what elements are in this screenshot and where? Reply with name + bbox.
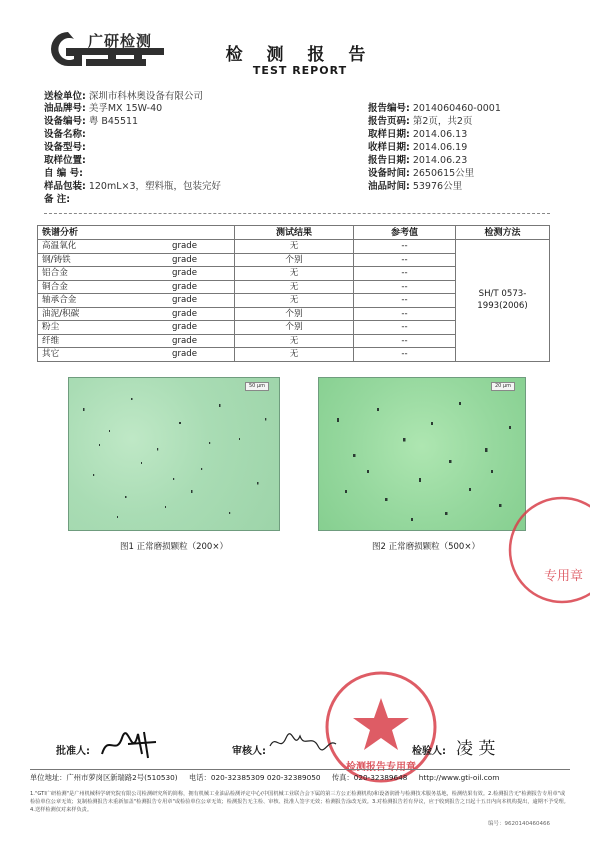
- table-row: 铝合金 grade 无 --: [38, 267, 550, 281]
- table-row: 铜合金 grade 无 --: [38, 280, 550, 294]
- test-method: SH/T 0573-1993(2006): [456, 240, 550, 362]
- scale-bar: 50 μm: [245, 382, 269, 391]
- footer-address: 单位地址：广州市萝岗区新瑞路2号(510530): [30, 773, 178, 782]
- figure-caption-1: 图1 正常磨损颗粒（200×）: [120, 542, 228, 552]
- footer-phone: 电话：020-32385309 020-32389050: [188, 773, 321, 782]
- info-row-sample-location: 取样位置:: [44, 155, 86, 166]
- col-header-method: 检测方法: [456, 226, 550, 240]
- approver-signature: [98, 724, 160, 764]
- table-row: 粉尘 grade 个别 --: [38, 321, 550, 335]
- tester-signature: 凌 英: [456, 739, 496, 759]
- report-title-en: TEST REPORT: [252, 64, 348, 77]
- info-row-oil-time: 油品时间: 53976公里: [368, 181, 463, 192]
- micrograph-500x: [318, 377, 526, 531]
- approver-label: 批准人:: [56, 746, 90, 757]
- footer-divider: [30, 769, 570, 770]
- side-seal-text: 专用章: [544, 569, 584, 584]
- particle-specks: [319, 378, 525, 530]
- table-row: 其它 grade 无 --: [38, 348, 550, 362]
- table-row: 轴承合金 grade 无 --: [38, 294, 550, 308]
- table-row: 高温氧化 grade 无 -- SH/T 0573-1993(2006): [38, 240, 550, 254]
- ferrography-table: [37, 225, 550, 362]
- footer-notes: 1."GTI广研检测"是广州机械科学研究院有限公司检测研究所的简称，拥有机械工业油品检测评定中心(中国机械工业联合会下属的第三方公正检测机构)和设备润滑与检测技术服务基地，检测结果有效。2.检测报告无"检测报告专用章"或检验单位公章无效；复制检测报告未重新加盖"检测报告专用章"或检验单位公章无效；检测报告无主检、审核、批准人签字无效；检测报告涂改无效。3.对检测报告若有异议，应于收到报告之日起十五日内向本机构提出，逾期不予受理。4.送样检测仅对来样负责。: [30, 791, 569, 813]
- logo-text: 广研检测: [88, 32, 153, 50]
- figure-caption-2: 图2 正常磨损颗粒（500×）: [372, 542, 480, 552]
- side-seal-stamp: [500, 490, 590, 620]
- info-row-oil-brand: 油品牌号: 美孚MX 15W-40: [44, 103, 163, 114]
- table-header-row: [38, 226, 550, 240]
- table-row: 油泥/积碳 grade 个别 --: [38, 307, 550, 321]
- info-row-remarks: 备 注:: [44, 194, 71, 205]
- scale-bar: 20 μm: [491, 382, 515, 391]
- info-row-equipment-name: 设备名称:: [44, 129, 86, 140]
- info-row-page: 报告页码: 第2页，共2页: [368, 116, 473, 127]
- micrograph-200x: [68, 377, 280, 531]
- col-header-analysis: 铁谱分析: [38, 226, 235, 240]
- info-row-packaging: 样品包装: 120mL×3，塑料瓶，包装完好: [44, 181, 222, 192]
- col-header-reference: 参考值: [354, 226, 456, 240]
- info-row-report-no: 报告编号: 2014060460-0001: [368, 103, 501, 114]
- info-row-equipment-time: 设备时间: 2650615公里: [368, 168, 475, 179]
- info-row-client: 送检单位: 深圳市科林奥设备有限公司: [44, 91, 203, 102]
- footer-contact: [30, 773, 501, 783]
- reviewer-signature: [268, 730, 338, 756]
- tester-label: 检验人:: [412, 746, 446, 757]
- col-header-result: 测试结果: [235, 226, 354, 240]
- table-row: 钢/铸铁 grade 个别 --: [38, 253, 550, 267]
- info-row-receive-date: 收样日期: 2014.06.19: [368, 142, 468, 153]
- particle-specks: [69, 378, 279, 530]
- footer-website: http://www.gti-oil.com: [418, 773, 500, 782]
- info-row-self-number: 自 编 号:: [44, 168, 83, 179]
- info-row-report-date: 报告日期: 2014.06.23: [368, 155, 468, 166]
- footer-serial: 编号：9620140460466: [488, 821, 550, 827]
- seal-text: 检测报告专用章: [346, 762, 416, 773]
- info-row-sample-date: 取样日期: 2014.06.13: [368, 129, 468, 140]
- footer-fax: 传真：020-32389648: [331, 773, 408, 782]
- report-title-cn: 检 测 报 告: [225, 45, 375, 65]
- divider: [44, 213, 550, 214]
- info-row-equipment-no: 设备编号: 粤 B45511: [44, 116, 139, 127]
- info-row-equipment-model: 设备型号:: [44, 142, 86, 153]
- table-row: 纤维 grade 无 --: [38, 334, 550, 348]
- reviewer-label: 审核人:: [232, 746, 266, 757]
